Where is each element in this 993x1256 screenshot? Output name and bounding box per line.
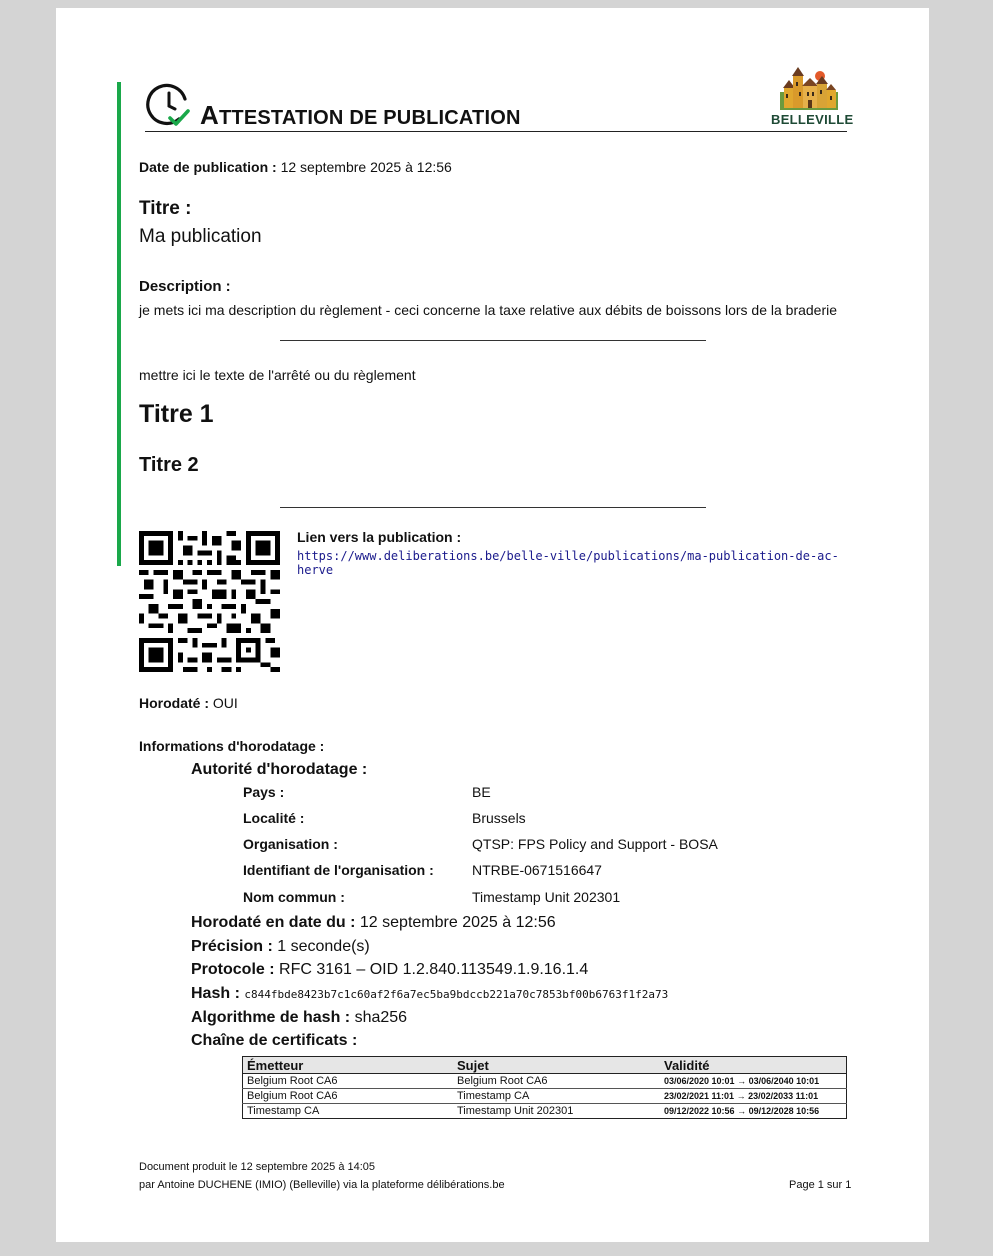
accent-bar	[117, 82, 121, 566]
description-label: Description :	[139, 278, 231, 295]
cert-validity: 23/02/2021 11:01 → 23/02/2033 11:01	[660, 1089, 847, 1104]
footer-produced: Document produit le 12 septembre 2025 à 14:05	[139, 1161, 376, 1173]
table-row	[243, 1089, 847, 1104]
cert-issuer: Timestamp CA	[243, 1104, 454, 1119]
header-rule	[145, 131, 847, 132]
cert-validity: 03/06/2020 10:01 → 03/06/2040 10:01	[660, 1074, 847, 1089]
cert-subject: Timestamp CA	[453, 1089, 660, 1104]
cert-subject: Belgium Root CA6	[453, 1074, 660, 1089]
document-page	[56, 8, 929, 1242]
authority-key: Nom commun :	[243, 889, 345, 905]
authority-value: QTSP: FPS Policy and Support - BOSA	[472, 836, 718, 852]
timestamp-algorithm: Algorithme de hash : sha256	[191, 1009, 408, 1026]
separator	[280, 340, 706, 341]
table-row	[243, 1074, 847, 1089]
column-header: Sujet	[453, 1057, 660, 1074]
authority-value: Timestamp Unit 202301	[472, 889, 621, 905]
column-header: Émetteur	[243, 1057, 454, 1074]
clock-check-icon	[145, 81, 193, 129]
link-label: Lien vers la publication :	[297, 529, 462, 545]
cert-issuer: Belgium Root CA6	[243, 1089, 454, 1104]
cert-issuer: Belgium Root CA6	[243, 1074, 454, 1089]
cert-subject: Timestamp Unit 202301	[453, 1104, 660, 1119]
timestamp-precision: Précision : 1 seconde(s)	[191, 938, 370, 955]
belleville-logo	[778, 66, 840, 114]
description-value: je mets ici ma description du règlement - ceci concerne la taxe relative aux débits de boissons lors de la braderie	[139, 302, 838, 318]
authority-key: Organisation :	[243, 836, 338, 852]
cert-chain-label: Chaîne de certificats :	[191, 1032, 358, 1049]
authority-key: Identifiant de l'organisation :	[243, 862, 434, 878]
title-label: Titre :	[139, 198, 192, 219]
authority-value: NTRBE-0671516647	[472, 862, 602, 878]
authority-value: Brussels	[472, 810, 526, 826]
authority-key: Pays :	[243, 784, 285, 800]
timestamp-date: Horodaté en date du : 12 septembre 2025 à 12:56	[191, 914, 556, 931]
body-text: mettre ici le texte de l'arrêté ou du règlement	[139, 367, 416, 383]
qr-code-icon	[139, 531, 280, 672]
timestamp-hash: Hash : c844fbde8423b7c1c60af2f6a7ec5ba9bdccb221a70c7853bf00b6763f1f2a73	[191, 985, 669, 1002]
page-number: Page 1 sur 1	[789, 1179, 852, 1191]
column-header: Validité	[660, 1057, 847, 1074]
authority-label: Autorité d'horodatage :	[191, 761, 368, 778]
footer-author: par Antoine DUCHENE (IMIO) (Belleville) via la plateforme délibérations.be	[139, 1179, 505, 1191]
publication-date: Date de publication : 12 septembre 2025 à 12:56	[139, 159, 452, 175]
authority-key: Localité :	[243, 810, 305, 826]
table-header-row	[243, 1057, 847, 1074]
timestamp-info-label: Informations d'horodatage :	[139, 738, 325, 754]
certificate-table	[242, 1056, 847, 1119]
authority-value: BE	[472, 784, 491, 800]
heading-1: Titre 1	[139, 400, 214, 428]
logo-text: BELLEVILLE	[771, 112, 854, 127]
table-row	[243, 1104, 847, 1119]
heading-2: Titre 2	[139, 454, 199, 476]
separator	[280, 507, 706, 508]
cert-validity: 09/12/2022 10:56 → 09/12/2028 10:56	[660, 1104, 847, 1119]
horodate-status: Horodaté : OUI	[139, 695, 238, 711]
publication-link[interactable]: https://www.deliberations.be/belle-ville/publications/ma-publication-de-ac- herve	[297, 549, 839, 577]
timestamp-protocol: Protocole : RFC 3161 – OID 1.2.840.113549.1.9.16.1.4	[191, 961, 589, 978]
title-value: Ma publication	[139, 226, 262, 247]
page-title: ATTESTATION DE PUBLICATION	[200, 100, 521, 130]
